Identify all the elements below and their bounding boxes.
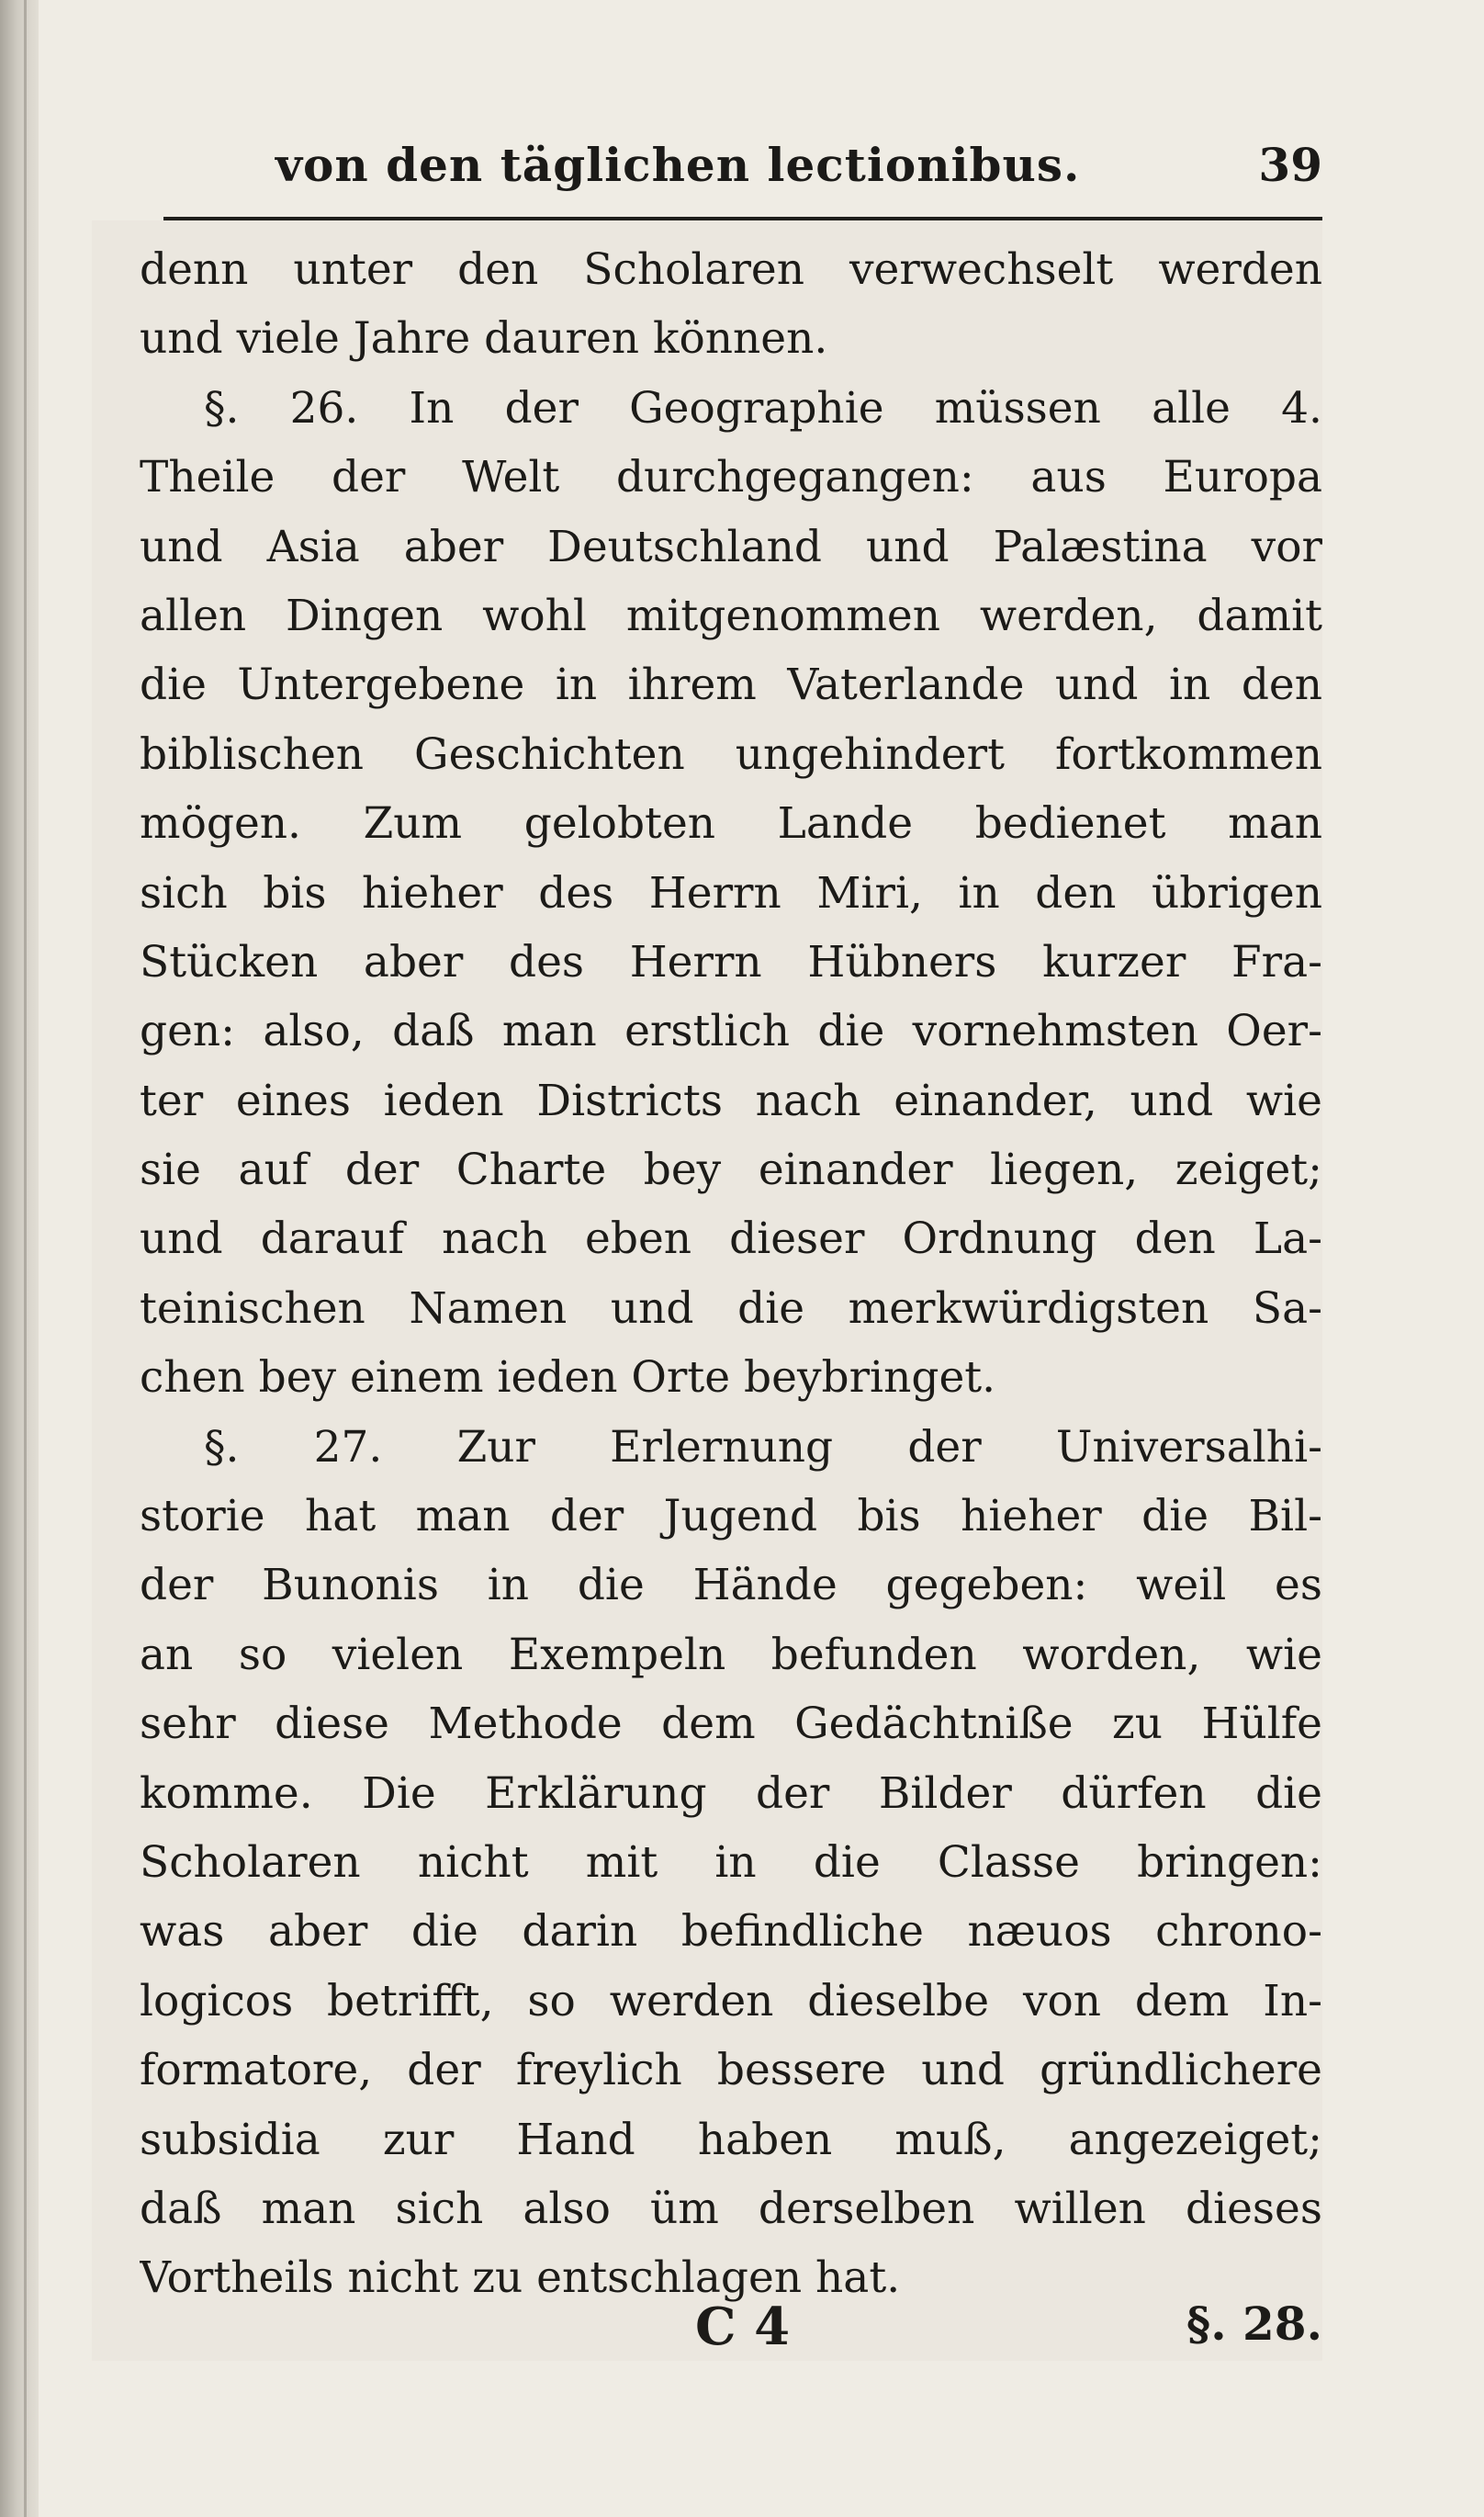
text-line: und viele Jahre dauren können. bbox=[140, 313, 828, 365]
text-line: sie auf der Charte bey einander liegen, zeiget; bbox=[140, 1145, 1322, 1196]
text-line: gen: also, daß man erstlich die vornehmsten Oer- bbox=[140, 1006, 1322, 1057]
text-line: und Asia aber Deutschland und Palæstina vor bbox=[140, 521, 1322, 572]
page-footer bbox=[140, 2297, 1322, 2370]
text-line: logicos betrifft, so werden dieselbe von dem In- bbox=[140, 1975, 1322, 2026]
paragraph-start-line: §. 26. In der Geographie müssen alle 4. bbox=[204, 382, 1322, 434]
text-line: sehr diese Methode dem Gedächtniße zu Hülfe bbox=[140, 1699, 1322, 1750]
text-line: allen Dingen wohl mitgenommen werden, damit bbox=[140, 590, 1322, 641]
header-rule bbox=[163, 217, 1322, 220]
catchword: §. 28. bbox=[1186, 2297, 1322, 2351]
text-line: daß man sich also üm derselben willen dieses bbox=[140, 2183, 1322, 2234]
text-line: Vortheils nicht zu entschlagen hat. bbox=[140, 2252, 901, 2304]
text-line: mögen. Zum gelobten Lande bedienet man bbox=[140, 798, 1322, 850]
text-line: und darauf nach eben dieser Ordnung den La- bbox=[140, 1213, 1322, 1265]
text-line: teinischen Namen und die merkwürdigsten Sa- bbox=[140, 1282, 1322, 1334]
running-title: von den täglichen lectionibus. bbox=[275, 138, 1081, 192]
gutter-edge-line bbox=[24, 0, 27, 2517]
page-header bbox=[275, 138, 1322, 202]
signature-mark: C 4 bbox=[695, 2297, 791, 2357]
text-line: an so vielen Exempeln befunden worden, wie bbox=[140, 1629, 1322, 1680]
text-line: Stücken aber des Herrn Hübners kurzer Fra- bbox=[140, 936, 1322, 988]
text-line: die Untergebene in ihrem Vaterlande und in den bbox=[140, 660, 1322, 711]
text-line: Scholaren nicht mit in die Classe bringen: bbox=[140, 1836, 1322, 1888]
text-line: denn unter den Scholaren verwechselt werden bbox=[140, 244, 1322, 295]
text-line: was aber die darin befindliche næuos chrono- bbox=[140, 1906, 1322, 1958]
text-line: subsidia zur Hand haben muß, angezeiget; bbox=[140, 2114, 1322, 2165]
text-line: sich bis hieher des Herrn Miri, in den übrigen bbox=[140, 867, 1322, 919]
paragraph-start-line: §. 27. Zur Erlernung der Universalhi- bbox=[204, 1421, 1322, 1473]
text-line: Theile der Welt durchgegangen: aus Europa bbox=[140, 452, 1322, 503]
text-line: storie hat man der Jugend bis hieher die Bil- bbox=[140, 1491, 1322, 1542]
text-line: komme. Die Erklärung der Bilder dürfen die bbox=[140, 1767, 1322, 1819]
body-text bbox=[140, 235, 1322, 2313]
text-line: biblischen Geschichten ungehindert fortkommen bbox=[140, 728, 1322, 780]
text-line: ter eines ieden Districts nach einander, und wie bbox=[140, 1075, 1322, 1126]
text-line: der Bunonis in die Hände gegeben: weil es bbox=[140, 1560, 1322, 1611]
page-number: 39 bbox=[1258, 138, 1322, 192]
text-line: formatore, der freylich bessere und gründlichere bbox=[140, 2045, 1322, 2096]
text-line: chen bey einem ieden Orte beybringet. bbox=[140, 1352, 996, 1404]
book-gutter bbox=[0, 0, 39, 2517]
